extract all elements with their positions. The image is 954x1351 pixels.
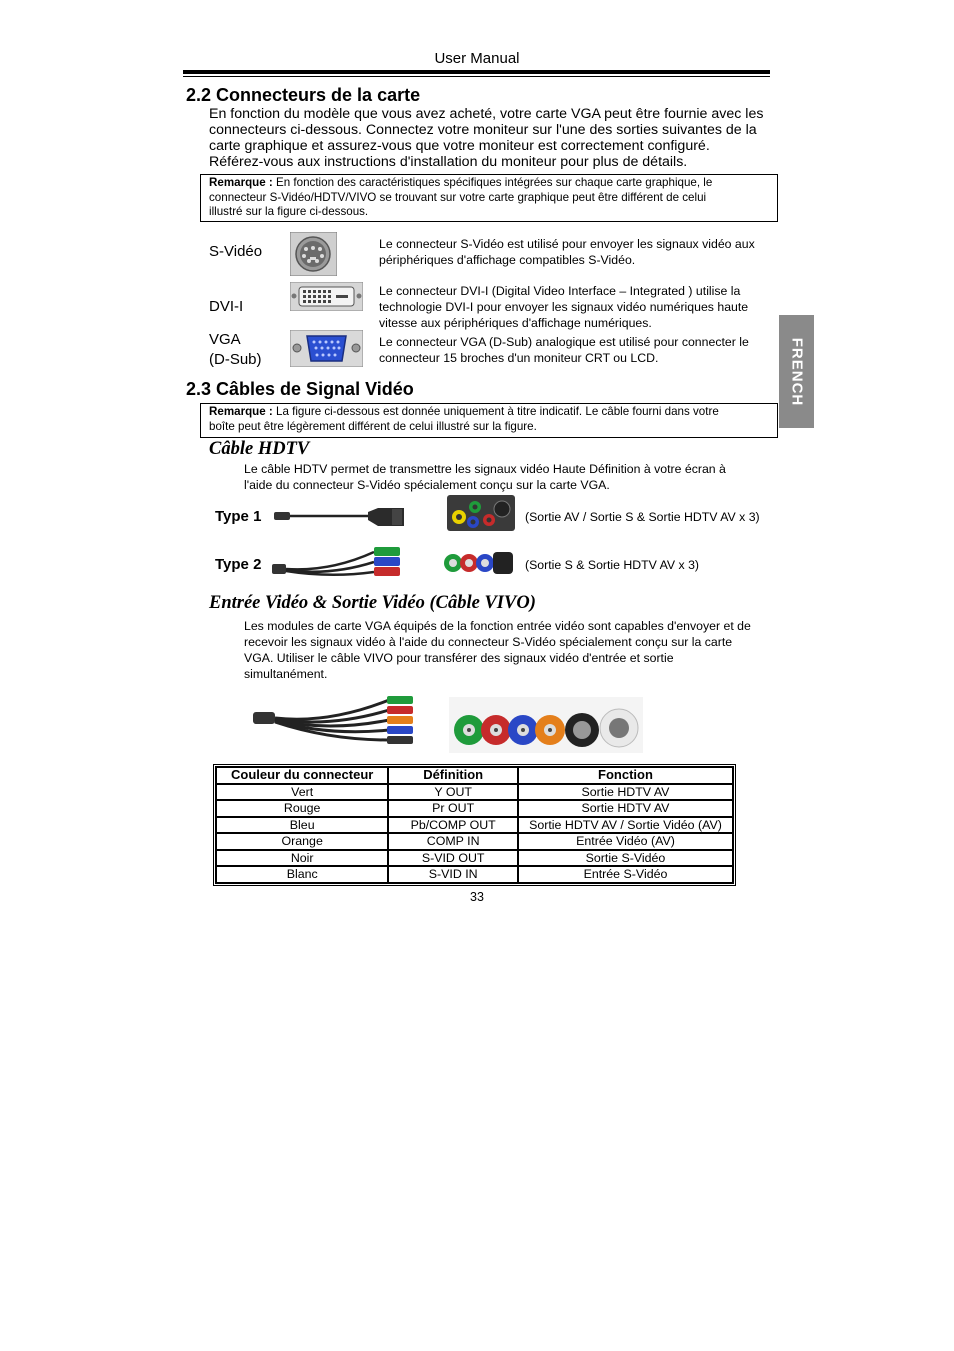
table-cell: Orange [216,833,388,850]
remark-label: Remarque : [209,176,273,189]
vga-label-line: (D-Sub) [209,351,262,368]
type2-label: Type 2 [215,556,262,573]
table-row [216,833,733,850]
intro-line: Référez-vous aux instructions d'installation du moniteur pour plus de détails. [209,154,688,170]
table-cell: Noir [216,850,388,867]
table-cell: Pb/COMP OUT [388,817,518,834]
table-row [216,800,733,817]
connector-color-table [215,766,734,884]
desc-line: Les modules de carte VGA équipés de la fonction entrée vidéo sont capables d'envoyer et de [244,619,751,633]
table-cell: Vert [216,784,388,801]
hdtv-cable-title: Câble HDTV [209,439,310,459]
section-22-heading: 2.2 Connecteurs de la carte [186,85,421,105]
vivo-cable-title: Entrée Vidéo & Sortie Vidéo (Câble VIVO) [209,593,536,613]
table-header: Couleur du connecteur [216,767,388,784]
desc-line: recevoir les signaux vidéo à l'aide du connecteur S-Vidéo spécialement conçu sur la carte [244,635,733,649]
table-row [216,866,733,883]
intro-line: connecteurs ci-dessous. Connectez votre moniteur sur l'une des sorties suivantes de la [209,122,757,138]
table-cell: Sortie HDTV AV [518,800,733,817]
table-cell: S-VID OUT [388,850,518,867]
table-row [216,850,733,867]
table-cell: Sortie HDTV AV / Sortie Vidéo (AV) [518,817,733,834]
type1-cable-image [270,500,410,537]
desc-line: technologie DVI-I pour envoyer les signaux vidéo numériques haute [379,300,749,314]
desc-line: Le connecteur S-Vidéo est utilisé pour envoyer les signaux vidéo aux [379,237,755,251]
table-cell: S-VID IN [388,866,518,883]
table-cell: Sortie HDTV AV [518,784,733,801]
svideo-connector-image [290,232,337,281]
type1-caption: (Sortie AV / Sortie S & Sortie HDTV AV x 3) [525,510,760,524]
desc-line: connecteur 15 broches d'un moniteur CRT ou LCD. [379,351,659,365]
vga-label-line: VGA [209,331,241,348]
connector-vga-label [209,330,262,370]
side-tab-label: FRENCH [788,337,805,406]
desc-line: Le câble HDTV permet de transmettre les signaux vidéo Haute Définition à votre écran à [244,462,726,476]
connector-svideo-desc [379,236,779,268]
table-row [216,817,733,834]
header-rule-thin [183,76,770,77]
type1-plugs-image [447,495,515,536]
desc-line: l'aide du connecteur S-Vidéo spécialement conçu sur la carte VGA. [244,478,610,492]
table-header: Définition [388,767,518,784]
remark-label: Remarque : [209,405,273,418]
section-23-heading: 2.3 Câbles de Signal Vidéo [186,379,414,399]
table-cell: Rouge [216,800,388,817]
connector-svideo-label: S-Vidéo [209,243,263,260]
section-22-intro [209,106,779,170]
page-number: 33 [470,890,484,904]
table-cell: COMP IN [388,833,518,850]
remark-box-22 [200,174,778,222]
type2-cable-image [270,542,410,585]
vga-connector-image [290,330,363,372]
connector-dvi-desc [379,283,779,331]
remark-box-23 [200,403,778,438]
table-cell: Entrée S-Vidéo [518,866,733,883]
intro-line: En fonction du modèle que vous avez acheté, votre carte VGA peut être fournie avec les [209,106,764,122]
type2-caption: (Sortie S & Sortie HDTV AV x 3) [525,558,700,572]
header-title: User Manual [434,50,520,67]
hdtv-cable-desc [244,461,774,493]
remark-text: En fonction des caractéristiques spécifiques intégrées sur chaque carte graphique, le [272,176,713,189]
table-cell: Y OUT [388,784,518,801]
table-cell: Sortie S-Vidéo [518,850,733,867]
connector-vga-desc [379,334,779,366]
remark-text: connecteur S-Vidéo/HDTV/VIVO se trouvant sur votre carte graphique peut être différent de celui [209,190,707,204]
vivo-cable-desc [244,618,779,682]
intro-line: carte graphique et assurez-vous que votre moniteur est correctement configuré. [209,138,710,154]
desc-line: simultanément. [244,667,328,681]
vivo-cable-image [249,694,419,757]
remark-text: La figure ci-dessous est donnée uniquement à titre indicatif. Le câble fourni dans votre [272,405,719,418]
table-cell: Blanc [216,866,388,883]
desc-line: périphériques d'affichage compatibles S-Vidéo. [379,253,636,267]
desc-line: Le connecteur DVI-I (Digital Video Interface – Integrated ) utilise la [379,284,741,298]
table-cell: Pr OUT [388,800,518,817]
desc-line: VGA. Utiliser le câble VIVO pour transférer des signaux vidéo d'entrée et sortie [244,651,674,665]
dvi-connector-image [290,282,363,316]
header-rule-thick [183,70,770,74]
language-side-tab [779,315,814,428]
table-header: Fonction [518,767,733,784]
type2-plugs-image [443,546,513,585]
type1-label: Type 1 [215,508,262,525]
connector-dvi-label: DVI-I [209,298,244,315]
table-header-row [216,767,733,784]
desc-line: Le connecteur VGA (D-Sub) analogique est utilisé pour connecter le [379,335,749,349]
table-row [216,784,733,801]
table-cell: Bleu [216,817,388,834]
remark-text: boîte peut être légèrement différent de celui illustré sur la figure. [209,419,537,433]
remark-text: illustré sur la figure ci-dessous. [209,205,369,218]
table-cell: Entrée Vidéo (AV) [518,833,733,850]
vivo-plugs-image [449,697,643,758]
desc-line: vitesse aux périphériques d'affichage numériques. [379,316,652,330]
